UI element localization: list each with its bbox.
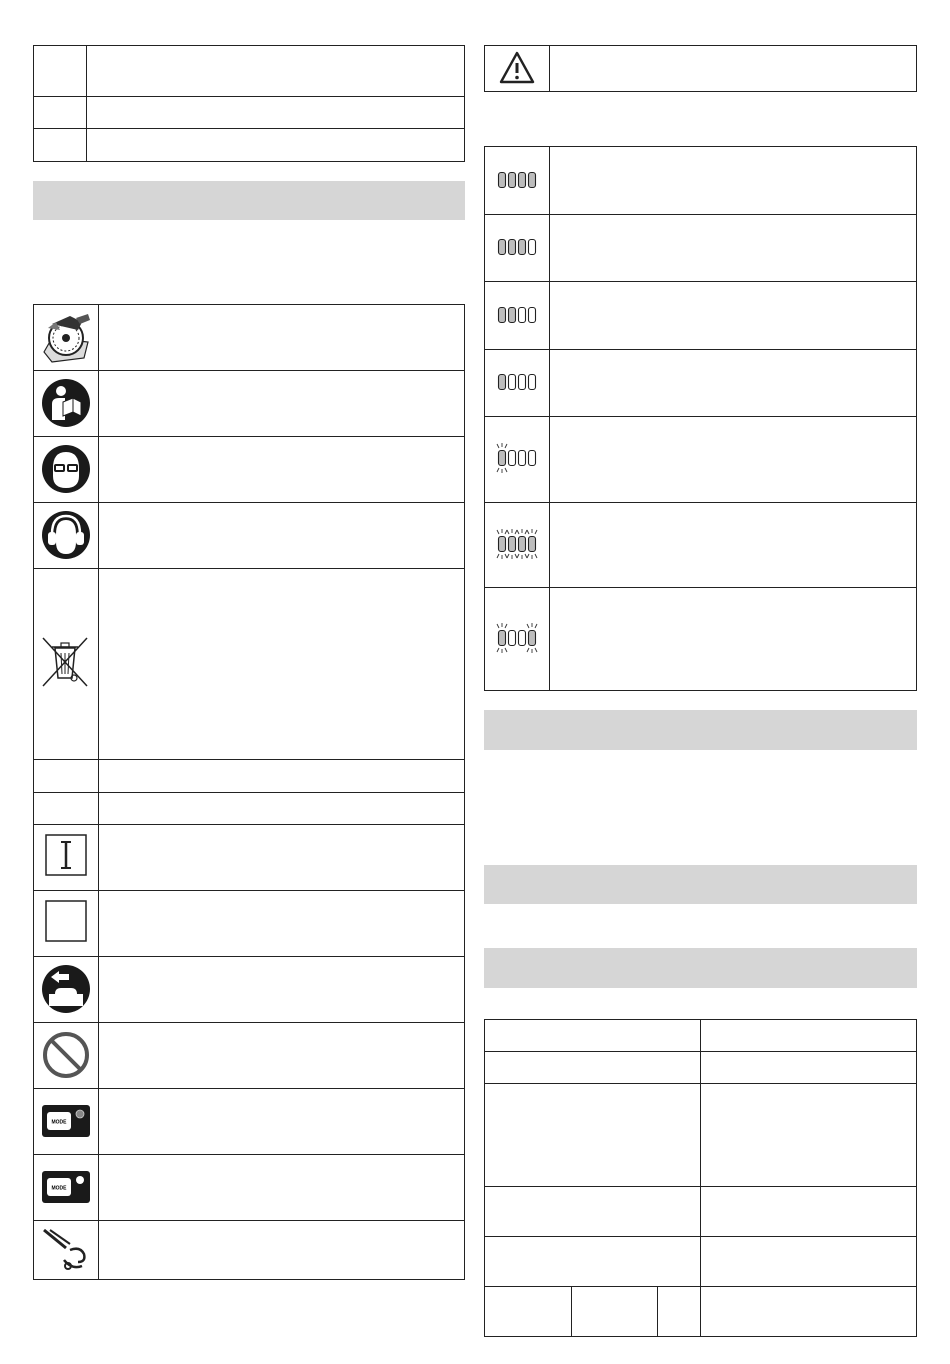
battery-cell <box>499 240 506 255</box>
battery-gauge-cell <box>489 287 545 343</box>
blink-ray <box>505 624 507 628</box>
battery-gauge-cell <box>489 610 545 666</box>
symbol-row-line <box>33 1154 465 1155</box>
section-heading-bar <box>484 865 917 904</box>
symbol-row-line <box>33 956 465 957</box>
warning-triangle-icon <box>499 50 535 86</box>
mode-button-dot-icon <box>41 1170 91 1204</box>
battery-1-bar-icon <box>489 354 545 410</box>
battery-cell <box>499 631 506 646</box>
svg-text:MODE: MODE <box>51 1185 67 1192</box>
spec-table-divider <box>700 1019 701 1337</box>
battery-2-bars-icon <box>489 287 545 343</box>
ear-protection-icon <box>41 510 91 560</box>
blink-ray <box>535 530 537 534</box>
battery-cell <box>509 308 516 323</box>
battery-all-blinking-icon <box>489 516 545 572</box>
symbol-row-line <box>33 890 465 891</box>
battery-cell <box>519 173 526 188</box>
blink-ray <box>497 624 499 628</box>
battery-row-line <box>484 214 917 215</box>
weee-bin-crossed-icon <box>40 636 90 688</box>
blink-ray <box>507 554 509 558</box>
battery-cell <box>499 375 506 390</box>
blink-ray <box>505 530 507 534</box>
prohibited-icon <box>41 1030 91 1080</box>
symbol-row-line <box>33 436 465 437</box>
blink-ray <box>525 554 527 558</box>
battery-cell <box>509 173 516 188</box>
battery-cell <box>529 451 536 466</box>
blink-ray <box>535 624 537 628</box>
blink-ray <box>505 648 507 652</box>
battery-4-bars-icon <box>489 152 545 208</box>
spec-row-line <box>484 1236 917 1237</box>
blink-ray <box>515 530 517 534</box>
symbol-row-line <box>33 1088 465 1089</box>
blink-ray <box>517 530 519 534</box>
blower-airflow-icon <box>40 1226 92 1274</box>
battery-remove-icon <box>41 964 91 1014</box>
top-table <box>33 45 465 162</box>
blink-ray <box>525 530 527 534</box>
symbol-row-line <box>33 824 465 825</box>
symbol-row-line <box>33 759 465 760</box>
svg-text:MODE: MODE <box>51 1119 67 1126</box>
blink-ray <box>527 530 529 534</box>
blink-ray <box>527 554 529 558</box>
blink-ray <box>497 554 499 558</box>
symbol-row-line <box>33 1220 465 1221</box>
battery-cell <box>499 173 506 188</box>
battery-cell <box>529 631 536 646</box>
blink-ray <box>535 648 537 652</box>
battery-cell <box>499 308 506 323</box>
class-1-bracket-icon <box>45 834 87 876</box>
battery-gauge-cell <box>489 354 545 410</box>
battery-cell <box>529 173 536 188</box>
battery-cell <box>529 240 536 255</box>
spec-subcell-divider <box>571 1286 572 1337</box>
battery-gauge-cell <box>489 430 545 486</box>
empty-square-icon <box>45 900 87 942</box>
battery-cell <box>519 631 526 646</box>
blink-ray <box>527 624 529 628</box>
section-heading-bar <box>33 181 465 220</box>
blink-ray <box>517 554 519 558</box>
battery-row-line <box>484 349 917 350</box>
top-table-divider <box>86 45 87 162</box>
mode-button-icon <box>41 1104 91 1138</box>
blink-ray <box>507 530 509 534</box>
battery-cell <box>509 240 516 255</box>
battery-cell <box>519 375 526 390</box>
battery-row-line <box>484 587 917 588</box>
circular-saw-icon <box>38 308 94 366</box>
battery-cell <box>519 308 526 323</box>
spec-row-line <box>484 1186 917 1187</box>
blink-ray <box>497 468 499 472</box>
symbol-row-line <box>33 792 465 793</box>
battery-gauge-cell <box>489 152 545 208</box>
blink-ray <box>505 554 507 558</box>
battery-cell <box>499 451 506 466</box>
section-heading-bar <box>484 710 917 750</box>
battery-ends-blinking-icon <box>489 610 545 666</box>
battery-cell <box>509 537 516 552</box>
top-table-row-line <box>33 96 465 97</box>
section-heading-bar <box>484 948 917 988</box>
spec-subcell-divider <box>657 1286 658 1337</box>
battery-cell <box>499 537 506 552</box>
blink-ray <box>505 468 507 472</box>
battery-cell <box>509 631 516 646</box>
symbol-row-line <box>33 1022 465 1023</box>
battery-cell <box>519 537 526 552</box>
warning-table-divider <box>549 45 550 92</box>
symbol-row-line <box>33 370 465 371</box>
battery-3-bars-icon <box>489 219 545 275</box>
blink-ray <box>497 530 499 534</box>
blink-ray <box>497 648 499 652</box>
symbol-row-line <box>33 502 465 503</box>
spec-row-line <box>484 1051 917 1052</box>
blink-ray <box>505 444 507 448</box>
battery-row-line <box>484 502 917 503</box>
battery-cell <box>509 451 516 466</box>
spec-row-line <box>484 1286 917 1287</box>
symbol-row-line <box>33 568 465 569</box>
battery-cell <box>529 375 536 390</box>
battery-cell <box>529 308 536 323</box>
read-manual-icon <box>41 378 91 428</box>
battery-cell <box>519 240 526 255</box>
battery-gauge-cell <box>489 219 545 275</box>
blink-ray <box>497 444 499 448</box>
battery-gauge-cell <box>489 516 545 572</box>
battery-table-divider <box>549 146 550 691</box>
blink-ray <box>527 648 529 652</box>
blink-ray <box>515 554 517 558</box>
battery-cell <box>509 375 516 390</box>
battery-row-line <box>484 416 917 417</box>
top-table-row-line <box>33 128 465 129</box>
battery-row-line <box>484 281 917 282</box>
battery-cell <box>529 537 536 552</box>
spec-row-line <box>484 1083 917 1084</box>
battery-cell <box>519 451 526 466</box>
battery-1-bar-blinking-icon <box>489 430 545 486</box>
eye-protection-icon <box>41 444 91 494</box>
blink-ray <box>535 554 537 558</box>
